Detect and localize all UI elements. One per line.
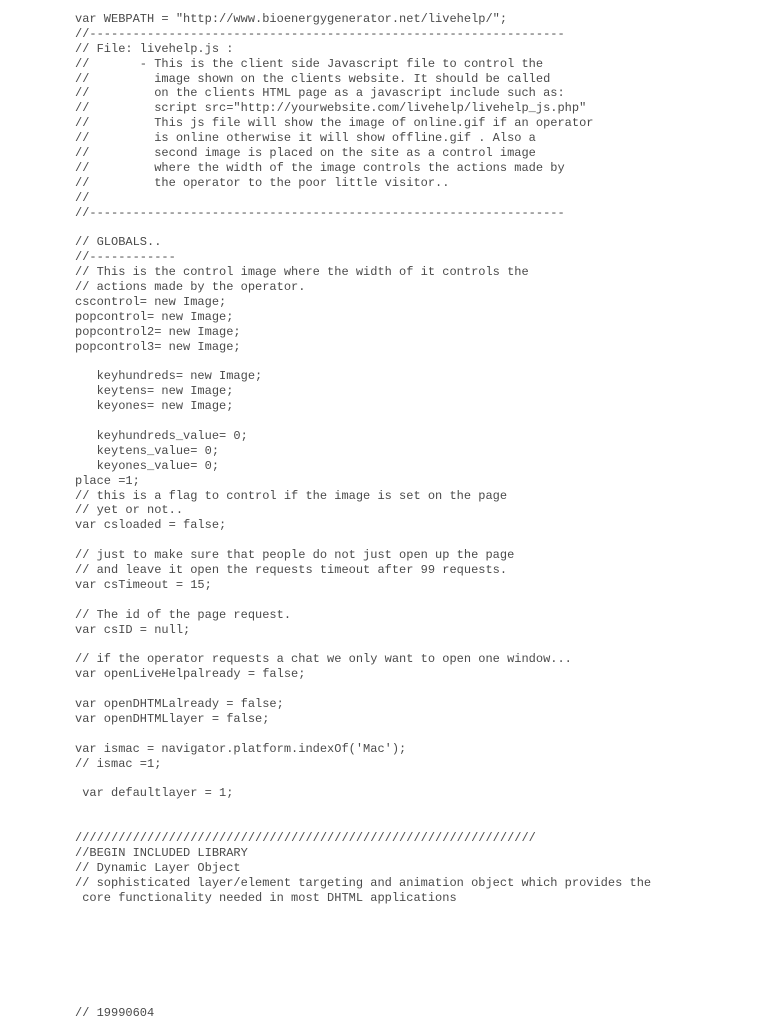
code-line [75,682,765,697]
code-line: var ismac = navigator.platform.indexOf('Mac'); [75,741,407,756]
code-line: keyones= new Image; [75,399,234,414]
code-line: // actions made by the operator. [75,280,306,295]
code-line: //////////////////////////////////////////////////////////////// [75,830,536,845]
code-line: var openDHTMLalready = false; [75,696,284,711]
code-line: //------------------------------------------------------------------ [75,26,565,41]
code-line: //------------------------------------------------------------------ [75,205,565,220]
code-line: // this is a flag to control if the image is set on the page [75,488,508,503]
code-line: cscontrol= new Image; [75,294,227,309]
code-line: popcontrol2= new Image; [75,324,241,339]
code-line [75,801,765,816]
code-line: //BEGIN INCLUDED LIBRARY [75,845,248,860]
code-line: place =1; [75,473,140,488]
code-line: var defaultlayer = 1; [75,786,234,801]
code-footer-comment: // 19990604 [75,1006,155,1020]
code-line: // [75,190,90,205]
code-line [75,593,765,608]
code-listing [75,12,765,905]
code-line: // - This is the client side Javascript file to control the [75,56,544,71]
code-line: popcontrol3= new Image; [75,339,241,354]
code-line: // on the clients HTML page as a javascript include such as: [75,86,565,101]
code-line [75,816,765,831]
code-line: // script src="http://yourwebsite.com/livehelp/livehelp_js.php" [75,101,587,116]
code-line: // Dynamic Layer Object [75,860,241,875]
code-line [75,220,765,235]
code-line: var openLiveHelpalready = false; [75,667,306,682]
code-line: // File: livehelp.js : [75,41,234,56]
code-line: // second image is placed on the site as a control image [75,146,536,161]
code-line [75,727,765,742]
code-line: var WEBPATH = "http://www.bioenergygenerator.net/livehelp/"; [75,12,508,26]
code-line: // This is the control image where the width of it controls the [75,265,529,280]
code-line: keyhundreds_value= 0; [75,428,248,443]
code-line: // ismac =1; [75,756,162,771]
code-line [75,354,765,369]
code-line [75,533,765,548]
code-line: // just to make sure that people do not just open up the page [75,548,515,563]
code-line: // and leave it open the requests timeout after 99 requests. [75,562,508,577]
code-line: var csID = null; [75,622,191,637]
code-line [75,637,765,652]
code-line: var openDHTMLlayer = false; [75,711,270,726]
code-line: // where the width of the image controls the actions made by [75,160,565,175]
code-line: popcontrol= new Image; [75,309,234,324]
code-line: // yet or not.. [75,503,184,518]
code-line [75,414,765,429]
code-line: var csTimeout = 15; [75,577,212,592]
code-line: keyones_value= 0; [75,458,220,473]
code-line [75,771,765,786]
code-line: // The id of the page request. [75,607,292,622]
code-line: // is online otherwise it will show offline.gif . Also a [75,131,536,146]
code-line: // if the operator requests a chat we only want to open one window... [75,652,572,667]
code-line: // image shown on the clients website. It should be called [75,71,551,86]
code-line: core functionality needed in most DHTML applications [75,890,457,905]
code-line: keyhundreds= new Image; [75,369,263,384]
code-line: // the operator to the poor little visitor.. [75,175,450,190]
code-line: keytens_value= 0; [75,443,220,458]
code-line: var csloaded = false; [75,518,227,533]
code-line: //------------ [75,250,176,265]
code-line: keytens= new Image; [75,384,234,399]
code-line: // sophisticated layer/element targeting and animation object which provides the [75,875,652,890]
code-line: // This js file will show the image of online.gif if an operator [75,116,594,131]
code-line: // GLOBALS.. [75,235,162,250]
